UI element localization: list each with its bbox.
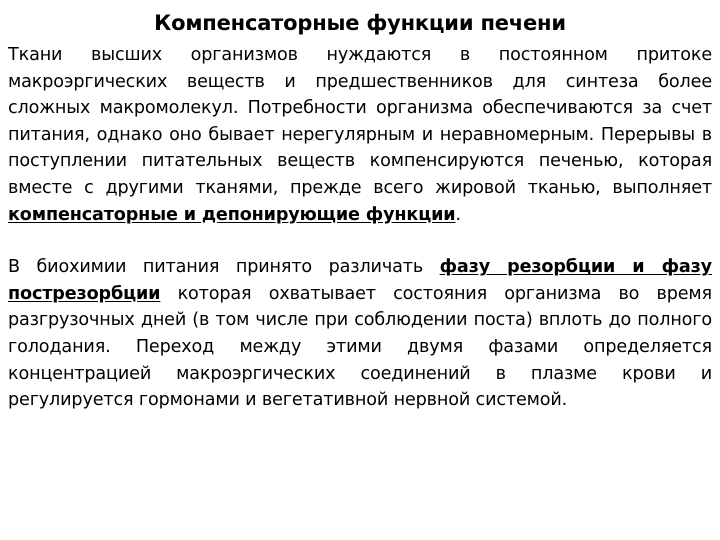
paragraph-text: В биохимии питания принято различать <box>8 257 440 278</box>
emphasized-term: компенсаторные и депонирующие функции <box>8 204 456 225</box>
emphasized-term: фазу резорбции и фазу пострезорбции <box>8 257 712 304</box>
paragraph-compensatory-functions <box>8 42 712 228</box>
slide-title: Компенсаторные функции печени <box>154 11 566 35</box>
paragraph-nutrition-phases <box>8 254 712 414</box>
paragraph-text-end: которая охватывает состояния организма во время разгрузочных дней (в том числе при соблюдении поста) вплоть до полного голодания. Переход между этими двумя фазами определяется концентрацией макроэргических соединений в плазме крови и регулируется гормонами и вегетативной нервной системой. <box>8 283 712 411</box>
paragraph-text-end: . <box>455 204 461 225</box>
paragraph-text: Ткани высших организмов нуждаются в постоянном притоке макроэргических веществ и предшественников для синтеза более сложных макромолекул. Потребности организма обеспечиваются за счет питания, однако оно бывает нерегулярным и неравномерным. Перерывы в поступлении питательных веществ компенсируются печенью, которая вместе с другими тканями, прежде всего жировой тканью, выполняет <box>8 45 712 198</box>
